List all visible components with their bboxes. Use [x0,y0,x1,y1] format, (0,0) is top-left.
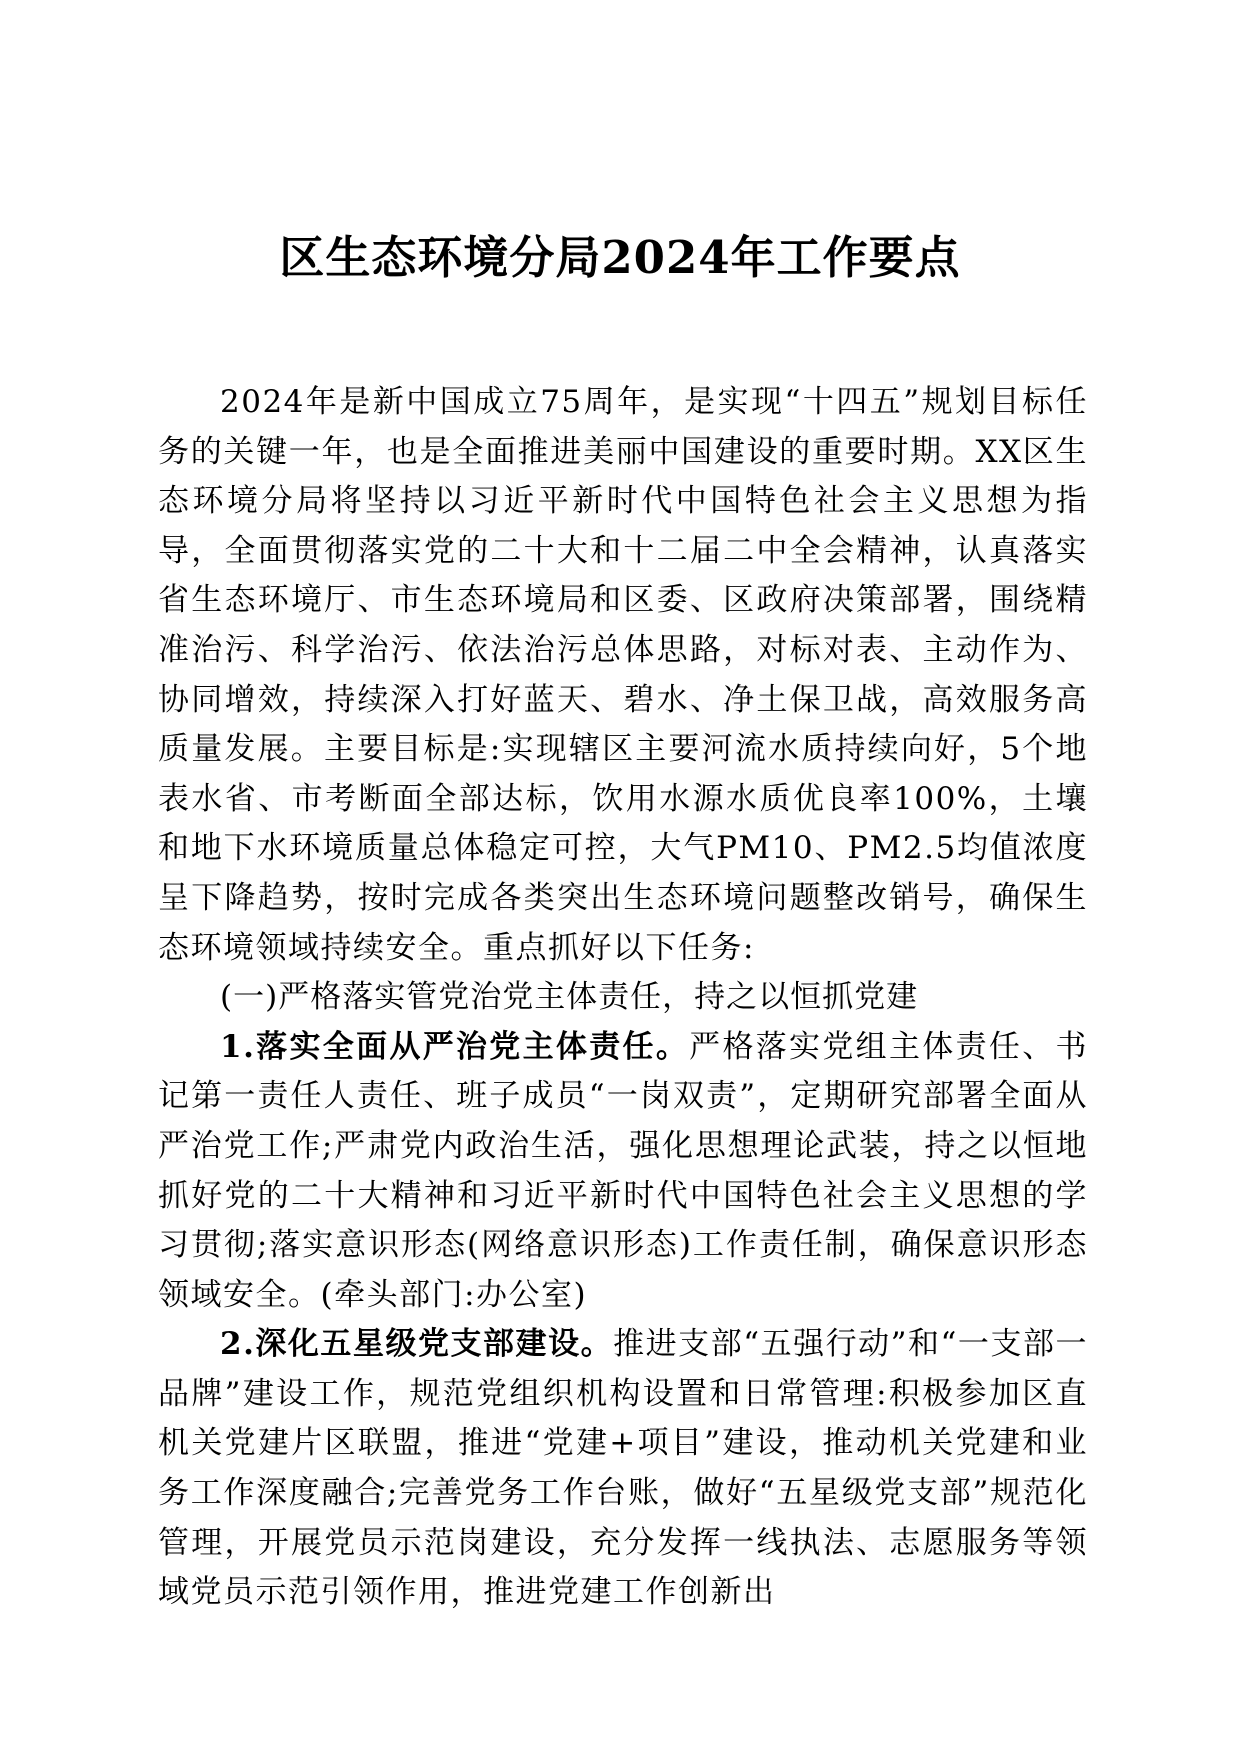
item-title: 2.深化五星级党支部建设。 [220,1326,614,1363]
item-paragraph [158,1320,1088,1618]
document-body [158,378,1088,1618]
intro-paragraph: 2024年是新中国成立75周年，是实现“十四五”规划目标任务的关键一年，也是全面推进美丽中国建设的重要时期。XX区生态环境分局将坚持以习近平新时代中国特色社会主义思想为指导，全面贯彻落实党的二十大和十二届二中全会精神，认真落实省生态环境厅、市生态环境局和区委、区政府决策部署，围绕精准治污、科学治污、依法治污总体思路，对标对表、主动作为、协同增效，持续深入打好蓝天、碧水、净土保卫战，高效服务高质量发展。主要目标是:实现辖区主要河流水质持续向好，5个地表水省、市考断面全部达标，饮用水源水质优良率100%，土壤和地下水环境质量总体稳定可控，大气PM10、PM2.5均值浓度呈下降趋势，按时完成各类突出生态环境问题整改销号，确保生态环境领域持续安全。重点抓好以下任务: [158,384,1088,966]
document-title: 区生态环境分局2024年工作要点 [279,231,961,284]
item-paragraph [158,1023,1088,1321]
section-heading: (一)严格落实管党治党主体责任，持之以恒抓党建 [220,979,919,1016]
item-body: 严格落实党组主体责任、书记第一责任人责任、班子成员“一岗双责”，定期研究部署全面从严治党工作;严肃党内政治生活，强化思想理论武装，持之以恒地抓好党的二十大精神和习近平新时代中国特色社会主义思想的学习贯彻;落实意识形态(网络意识形态)工作责任制，确保意识形态领域安全。(牵头部门:办公室) [158,1028,1088,1313]
item-title: 1.落实全面从严治党主体责任。 [220,1028,690,1065]
item-body: 推进支部“五强行动”和“一支部一品牌”建设工作，规范党组织机构设置和日常管理:积极参加区直机关党建片区联盟，推进“党建+项目”建设，推动机关党建和业务工作深度融合;完善党务工作台账，做好“五星级党支部”规范化管理，开展党员示范岗建设，充分发挥一线执法、志愿服务等领域党员示范引领作用，推进党建工作创新出 [158,1326,1088,1611]
